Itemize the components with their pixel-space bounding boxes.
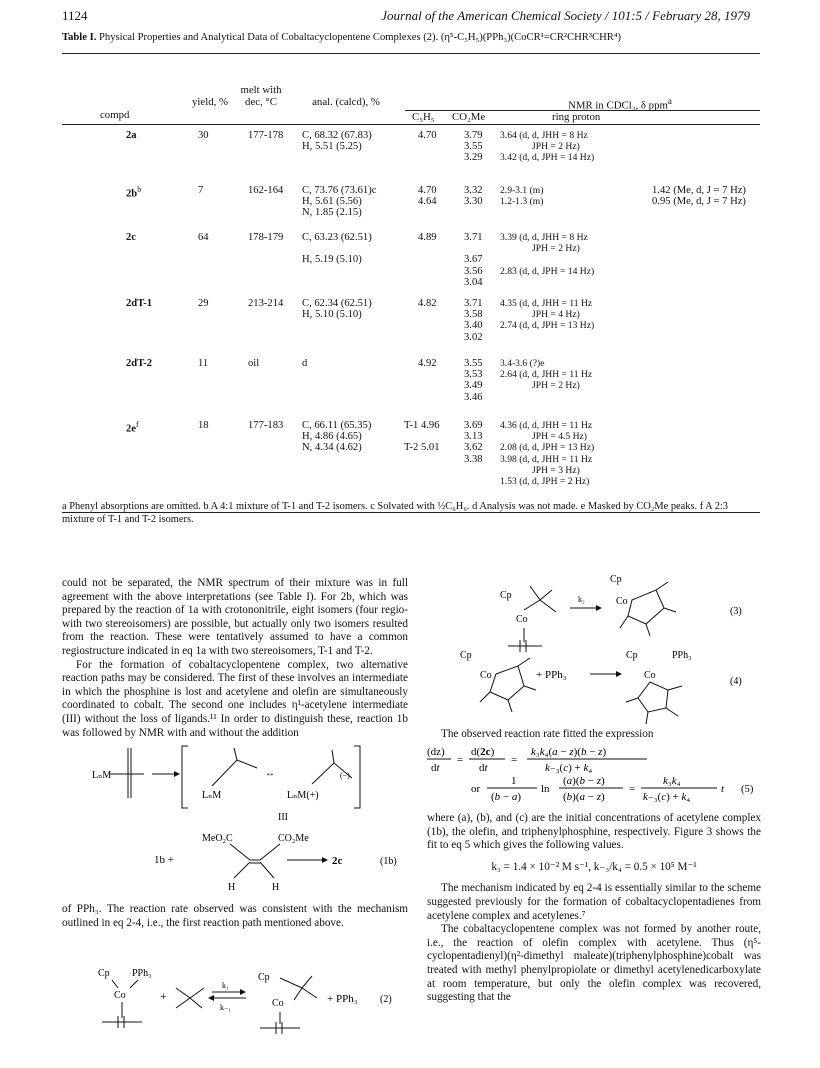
- svg-text:LₙM: LₙM: [202, 790, 222, 801]
- header-co2me: CO₂Me: [452, 111, 486, 123]
- table-cell-anal: d: [302, 358, 308, 369]
- svg-text:Cp: Cp: [626, 650, 638, 661]
- table-cell-ring-proton: 3.39 (d, d, JHH = 8 Hz: [500, 232, 588, 243]
- svg-text:(b)(a − z): (b)(a − z): [563, 791, 605, 803]
- table-cell-anal: C, 66.11 (65.35): [302, 420, 372, 431]
- svg-text:k₋₃(c) + k₄: k₋₃(c) + k₄: [545, 762, 593, 774]
- table-cell-c5h5: T-2 5.01: [404, 442, 440, 454]
- svg-text:MeO₂C: MeO₂C: [202, 833, 233, 844]
- table-cell-co2me: 3.32: [464, 185, 483, 196]
- svg-text:Cp: Cp: [98, 968, 110, 979]
- table-cell-co2me: 3.53: [464, 369, 483, 381]
- table-cell-anal: C, 63.23 (62.51): [302, 232, 372, 243]
- table-cell-co2me: 3.69: [464, 420, 483, 431]
- table-cell-ring-proton: 3.98 (d, d, JHH = 11 Hz: [500, 453, 593, 465]
- table-cell-anal: H, 4.86 (4.65): [302, 431, 362, 443]
- table-cell-co2me: 3.40: [464, 320, 483, 332]
- header-melt: melt with dec, °C: [240, 84, 282, 108]
- svg-text:1: 1: [511, 775, 517, 787]
- table-cell-yield: 7: [198, 185, 204, 196]
- svg-text:dt: dt: [479, 762, 488, 774]
- table-cell-c5h5: T-1 4.96: [404, 420, 440, 431]
- header-yield: yield, %: [192, 96, 228, 108]
- rate-intro: [427, 728, 761, 742]
- header-ring-proton: ring proton: [552, 111, 601, 123]
- svg-text:(−): (−): [340, 771, 350, 780]
- svg-text:k₃k₄: k₃k₄: [663, 775, 681, 787]
- table-header-rule: [62, 124, 760, 125]
- table-label: Table I.: [62, 32, 97, 43]
- table-cell-ring-proton: 1.2-1.3 (m): [500, 196, 544, 208]
- svg-text:Co: Co: [616, 596, 628, 607]
- rate-constants: k₃ = 1.4 × 10⁻² M s⁻¹, k₋₃/k₄ = 0.5 × 10⁵ M⁻¹: [491, 860, 697, 873]
- table-cell-ring-proton: 4.35 (d, d, JHH = 11 Hz: [500, 298, 593, 309]
- svg-text:d(2c): d(2c): [471, 746, 495, 758]
- svg-text:(1b): (1b): [380, 856, 397, 867]
- table-cell-compd: 2dT-2: [126, 358, 153, 369]
- journal-header: Journal of the American Chemical Society / 101:5 / February 28, 1979: [381, 8, 750, 23]
- svg-text:Co: Co: [272, 998, 284, 1009]
- table-cell-compd: $2e^f$: [126, 420, 139, 435]
- table-cell-ring-proton: 2.08 (d, d, JPH = 13 Hz): [500, 442, 595, 454]
- table-cell-c5h5: 4.70: [418, 130, 437, 141]
- svg-text:CO₂Me: CO₂Me: [278, 833, 309, 844]
- scheme-4: [420, 646, 760, 726]
- table-cell-c5h5: 4.82: [418, 298, 437, 309]
- left-column-bottom: [62, 903, 408, 930]
- left-column-top: [62, 577, 408, 740]
- svg-text:PPh₃: PPh₃: [672, 650, 692, 661]
- table-cell-ring-proton: JPH = 2 Hz): [532, 141, 580, 153]
- svg-text:(4): (4): [730, 676, 742, 687]
- svg-text:(5): (5): [741, 784, 754, 795]
- rate-equation: [427, 742, 763, 804]
- svg-text:Co: Co: [480, 670, 492, 681]
- svg-text:(3): (3): [730, 606, 742, 617]
- table-cell-yield: 64: [198, 232, 209, 243]
- svg-text:Co: Co: [516, 614, 528, 625]
- table-cell-co2me: 3.58: [464, 309, 483, 321]
- table-cell-melt: 178-179: [248, 232, 284, 243]
- paragraph: of PPh₃. The reaction rate observed was consistent with the mechanism outlined in eq 2-4, i.e., the first reaction path mentioned above.: [62, 903, 408, 929]
- scheme-1b: [62, 738, 412, 893]
- table-cell-ring-proton: 4.36 (d, d, JHH = 11 Hz: [500, 420, 593, 431]
- table-cell-compd: 2c: [126, 232, 136, 243]
- table-cell-co2me: 3.38: [464, 453, 483, 465]
- table-cell-anal: C, 62.34 (62.51): [302, 298, 372, 309]
- svg-text:H: H: [272, 882, 280, 893]
- svg-text:+: +: [160, 989, 167, 1003]
- table-cell-ring-proton: 3.42 (d, d, JPH = 14 Hz): [500, 152, 595, 164]
- header-anal: anal. (calcd), %: [312, 96, 380, 108]
- table-cell-ring-proton: JPH = 2 Hz): [532, 243, 580, 255]
- table-cell-melt: 177-178: [248, 130, 284, 141]
- header-compd: compd: [100, 109, 130, 121]
- svg-text:=: =: [511, 754, 518, 766]
- table-footnote: a Phenyl absorptions are omitted. b A 4:1 mixture of T-1 and T-2 isomers. c Solvated with ½C₆H₆. d Analysis was not made. e Masked by CO₂Me peaks. f A 2:3 mixture of T-1 and T-2 isomers.: [62, 501, 728, 525]
- table-cell-c5h5: 4.70: [418, 185, 437, 196]
- table-cell-co2me: 3.56: [464, 265, 483, 277]
- svg-text:=: =: [629, 783, 636, 795]
- svg-text:Cp: Cp: [610, 574, 622, 585]
- svg-text:dt: dt: [431, 762, 440, 774]
- svg-text:k₃k₄(a − z)(b − z): k₃k₄(a − z)(b − z): [531, 746, 607, 758]
- table-cell-ring-proton: 2.83 (d, d, JPH = 14 Hz): [500, 265, 595, 277]
- right-column-body: [427, 812, 761, 1005]
- table-cell-co2me: 3.62: [464, 442, 483, 454]
- table-cell-ring-proton: JPH = 3 Hz): [532, 464, 580, 476]
- paragraph: where (a), (b), and (c) are the initial concentrations of acetylene complex (1b), the olefin, and triphenylphosphine, respectively. Figure 3 shows the fit to eq 5 which gives the following values.: [427, 812, 761, 852]
- svg-text:III: III: [278, 812, 288, 823]
- svg-text:1b +: 1b +: [154, 854, 174, 866]
- svg-text:H: H: [228, 882, 236, 893]
- table-cell-co2me: 3.55: [464, 141, 483, 153]
- scheme-3: [420, 572, 760, 652]
- table-cell-yield: 30: [198, 130, 209, 141]
- paragraph: could not be separated, the NMR spectrum of their mixture was in full agreement with the above interpretations (see Table I). For 2b, which was prepared by the reaction of 1a with crotononitrile, eight isomers (four regio- with two stereoisomers) are possible, but actually only two isomers resulted from the reaction. These were tentatively assumed to have a common regiostructure indicated in eq 1a with two stereoisomers, T-1 and T-2.: [62, 577, 408, 657]
- table-cell-ring-proton: 1.53 (d, d, JPH = 2 Hz): [500, 476, 590, 487]
- table-cell-co2me: 3.79: [464, 130, 483, 141]
- table-cell-ring-proton: 2.74 (d, d, JPH = 13 Hz): [500, 320, 595, 332]
- table-cell-anal: N, 4.34 (4.62): [302, 442, 362, 454]
- svg-text:t: t: [721, 783, 725, 795]
- table-cell-c5h5: 4.92: [418, 358, 437, 369]
- svg-text:(b − a): (b − a): [491, 791, 522, 803]
- paragraph: The mechanism indicated by eq 2-4 is essentially similar to the scheme suggested previously for the formation of cobaltacyclopentadienes from acetylene complex and acetylenes.⁷: [427, 882, 761, 922]
- header-c5h5: C₅H₅: [412, 111, 435, 123]
- table-top-rule: [62, 53, 760, 54]
- svg-text:Cp: Cp: [500, 590, 512, 601]
- table-cell-anal: H, 5.19 (5.10): [302, 254, 362, 266]
- table-cell-compd: 2dT-1: [126, 298, 153, 309]
- table-cell-co2me: 3.29: [464, 152, 483, 164]
- table-cell-compd: $2b^b$: [126, 185, 142, 200]
- paragraph: The cobaltacyclopentene complex was not formed by another route, i.e., the reaction of olefin complex with acetylene. Thus (η⁵-cyclopentadienyl)(η²-dimethyl maleate)(triphenylphosphine)cobalt was treated with methyl phenylpropiolate or dimethyl acetylenedicarboxylate at room temperature, but only the olefin complex was recovered, suggesting that the: [427, 923, 761, 1004]
- svg-text:k₁: k₁: [222, 981, 229, 990]
- page-number: 1124: [62, 8, 88, 23]
- table-cell-anal: H, 5.61 (5.56): [302, 196, 362, 208]
- svg-text:k₋₃(c) + k₄: k₋₃(c) + k₄: [643, 791, 691, 803]
- svg-text:Co: Co: [644, 670, 656, 681]
- table-cell-anal: C, 73.76 (73.61)c: [302, 185, 377, 196]
- table-cell-co2me: 3.13: [464, 431, 483, 443]
- scheme-2: [62, 958, 412, 1058]
- svg-text:LₙM: LₙM: [92, 770, 112, 781]
- table-cell-ring-proton: 2.64 (d, d, JHH = 11 Hz: [500, 369, 593, 381]
- table-cell-yield: 18: [198, 420, 209, 431]
- table-cell-co2me: 3.02: [464, 331, 483, 343]
- svg-text:PPh₃: PPh₃: [132, 968, 152, 979]
- table-cell-melt: oil: [248, 358, 260, 369]
- paragraph: The observed reaction rate fitted the expression: [441, 728, 654, 740]
- table-caption: [62, 32, 762, 43]
- table-cell-co2me: 3.71: [464, 298, 483, 309]
- table-cell-anal: C, 68.32 (67.83): [302, 130, 372, 141]
- table-cell-c5h5: 4.64: [418, 196, 437, 208]
- table-cell-ring-proton: 3.64 (d, d, JHH = 8 Hz: [500, 130, 588, 141]
- svg-text:Co: Co: [114, 990, 126, 1001]
- svg-text:Cp: Cp: [258, 972, 270, 983]
- svg-text:k₋₁: k₋₁: [220, 1003, 232, 1012]
- table-cell-ring-proton: JPH = 2 Hz): [532, 380, 580, 392]
- svg-text:=: =: [457, 754, 464, 766]
- table-cell-compd: 2a: [126, 130, 137, 141]
- table-cell-extra: 1.42 (Me, d, J = 7 Hz): [652, 185, 746, 196]
- svg-text:k₂: k₂: [578, 595, 585, 604]
- table-cell-ring-proton: 3.4-3.6 (?)e: [500, 358, 545, 369]
- paragraph: For the formation of cobaltacyclopentene complex, two alternative reaction paths may be considered. The first of these involves an intermediate in which the phosphine is lost and acetylene and olefin are simultaneously coordinated to cobalt. The second one includes η¹-acetylene intermediate (III) without the loss of ligands.¹¹ In order to distinguish these, reaction 1b was followed by NMR with and without the addition: [62, 658, 408, 739]
- table-cell-co2me: 3.49: [464, 380, 483, 392]
- table-cell-yield: 29: [198, 298, 209, 309]
- svg-text:2c: 2c: [332, 855, 343, 867]
- table-cell-anal: N, 1.85 (2.15): [302, 207, 362, 219]
- table-cell-co2me: 3.55: [464, 358, 483, 369]
- table-cell-melt: 213-214: [248, 298, 284, 309]
- table-cell-melt: 162-164: [248, 185, 284, 196]
- table-cell-ring-proton: JPH = 4 Hz): [532, 309, 580, 321]
- svg-text:(a)(b − z): (a)(b − z): [563, 775, 605, 787]
- svg-text:(dz): (dz): [427, 746, 445, 758]
- svg-text:+ PPh₃: + PPh₃: [327, 993, 358, 1005]
- svg-text:or: or: [471, 783, 481, 795]
- table-cell-ring-proton: JPH = 4.5 Hz): [532, 431, 587, 443]
- table-title: Physical Properties and Analytical Data of Cobaltacyclopentene Complexes (2). (η⁵-C₅H₅)(PPh₃)(CoCR¹=CR²CHR³CHR⁴): [99, 32, 622, 43]
- table-cell-c5h5: 4.89: [418, 232, 437, 243]
- table-cell-anal: H, 5.10 (5.10): [302, 309, 362, 321]
- table-cell-extra: 0.95 (Me, d, J = 7 Hz): [652, 196, 746, 208]
- table-cell-co2me: 3.71: [464, 232, 483, 243]
- table-cell-melt: 177-183: [248, 420, 284, 431]
- table-cell-co2me: 3.46: [464, 391, 483, 403]
- table-cell-co2me: 3.67: [464, 254, 483, 266]
- table-cell-ring-proton: 2.9-3.1 (m): [500, 185, 544, 196]
- table-cell-co2me: 3.04: [464, 276, 483, 288]
- table-cell-co2me: 3.30: [464, 196, 483, 208]
- table-cell-yield: 11: [198, 358, 209, 369]
- svg-text:(2): (2): [380, 994, 392, 1005]
- svg-text:↔: ↔: [265, 768, 275, 779]
- table-cell-anal: H, 5.51 (5.25): [302, 141, 362, 153]
- header-nmr: NMR in CDCl₃, δ ppm$^a$: [568, 96, 672, 112]
- svg-text:Cp: Cp: [460, 650, 472, 661]
- svg-text:LₙM(+): LₙM(+): [287, 790, 319, 801]
- svg-text:ln: ln: [541, 783, 550, 795]
- svg-text:+ PPh₃: + PPh₃: [536, 669, 567, 681]
